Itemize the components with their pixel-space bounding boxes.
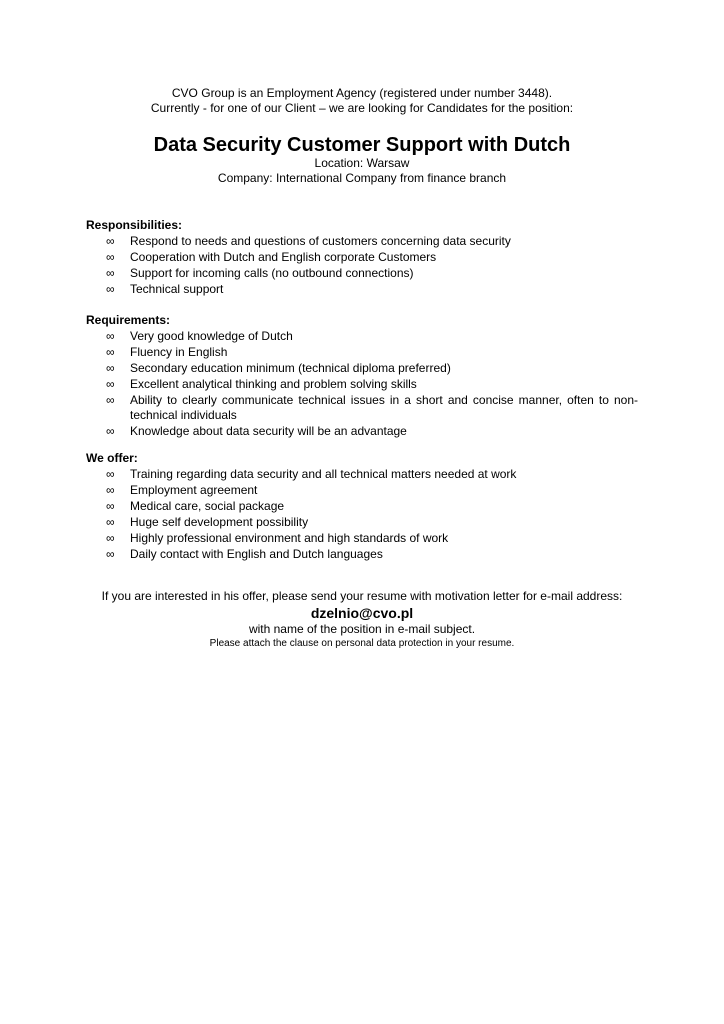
- list-item: [86, 393, 638, 422]
- infinity-icon: ∞: [106, 393, 115, 408]
- subject-instructions: with name of the position in e-mail subject.: [248, 622, 476, 636]
- list-item-text: Technical support: [130, 282, 224, 297]
- infinity-icon: ∞: [106, 266, 115, 281]
- infinity-icon: ∞: [106, 423, 115, 438]
- intro-line-2: Currently - for one of our Client – we are looking for Candidates for the position:: [150, 101, 574, 115]
- list-item: [86, 329, 638, 344]
- infinity-icon: ∞: [106, 282, 115, 297]
- requirements-section: [86, 313, 638, 440]
- infinity-icon: ∞: [106, 467, 115, 481]
- responsibilities-section: [86, 218, 638, 298]
- infinity-icon: ∞: [106, 329, 115, 343]
- list-item: [86, 361, 638, 376]
- responsibilities-list: [86, 234, 638, 297]
- list-item-text: Secondary education minimum (technical diploma preferred): [130, 361, 451, 376]
- list-item: [86, 250, 638, 265]
- list-item-text: Daily contact with English and Dutch languages: [130, 547, 383, 562]
- intro-block: [0, 86, 724, 116]
- list-item: [86, 345, 638, 360]
- application-footer: [0, 589, 724, 650]
- infinity-icon: ∞: [106, 234, 115, 248]
- requirements-heading: Requirements:: [86, 313, 171, 327]
- data-protection-note: Please attach the clause on personal data protection in your resume.: [209, 638, 515, 649]
- job-location: Location: Warsaw: [314, 156, 410, 170]
- infinity-icon: ∞: [106, 515, 115, 530]
- responsibilities-heading: Responsibilities:: [86, 218, 183, 232]
- list-item-text: Employment agreement: [130, 483, 258, 498]
- offer-list: [86, 467, 638, 562]
- list-item-text: Excellent analytical thinking and problem solving skills: [130, 377, 417, 392]
- infinity-icon: ∞: [106, 483, 115, 498]
- list-item: [86, 531, 638, 546]
- list-item-text: Cooperation with Dutch and English corporate Customers: [130, 250, 437, 265]
- list-item-text: Huge self development possibility: [130, 515, 309, 530]
- list-item: [86, 234, 638, 249]
- list-item-text: Fluency in English: [130, 345, 228, 360]
- intro-line-1: CVO Group is an Employment Agency (registered under number 3448).: [171, 86, 553, 100]
- infinity-icon: ∞: [106, 531, 115, 546]
- list-item: [86, 515, 638, 530]
- list-item: [86, 467, 638, 482]
- apply-instructions: If you are interested in his offer, please send your resume with motivation letter for e-mail address:: [101, 589, 623, 603]
- list-item: [86, 377, 638, 392]
- list-item-text: Ability to clearly communicate technical issues in a short and concise manner, often to non-technical individuals: [130, 393, 638, 422]
- list-item-text: Support for incoming calls (no outbound connections): [130, 266, 414, 281]
- offer-section: [86, 451, 638, 564]
- list-item-text: Medical care, social package: [130, 499, 285, 514]
- infinity-icon: ∞: [106, 377, 115, 392]
- job-company: Company: International Company from finance branch: [217, 171, 507, 185]
- list-item: [86, 266, 638, 281]
- list-item: [86, 547, 638, 562]
- job-title: Data Security Customer Support with Dutch: [153, 134, 571, 156]
- infinity-icon: ∞: [106, 250, 115, 265]
- job-meta: [0, 156, 724, 186]
- infinity-icon: ∞: [106, 499, 115, 514]
- list-item: [86, 499, 638, 514]
- infinity-icon: ∞: [106, 361, 115, 376]
- infinity-icon: ∞: [106, 547, 115, 562]
- list-item: [86, 282, 638, 297]
- list-item-text: Knowledge about data security will be an advantage: [130, 423, 407, 438]
- list-item-text: Highly professional environment and high standards of work: [130, 531, 449, 546]
- contact-email[interactable]: dzelnio@cvo.pl: [310, 605, 414, 621]
- list-item-text: Training regarding data security and all technical matters needed at work: [130, 467, 517, 481]
- list-item-text: Very good knowledge of Dutch: [130, 329, 293, 343]
- list-item: [86, 424, 638, 439]
- requirements-list: [86, 329, 638, 438]
- infinity-icon: ∞: [106, 345, 115, 360]
- list-item: [86, 483, 638, 498]
- list-item-text: Respond to needs and questions of customers concerning data security: [130, 234, 511, 248]
- offer-heading: We offer:: [86, 451, 138, 465]
